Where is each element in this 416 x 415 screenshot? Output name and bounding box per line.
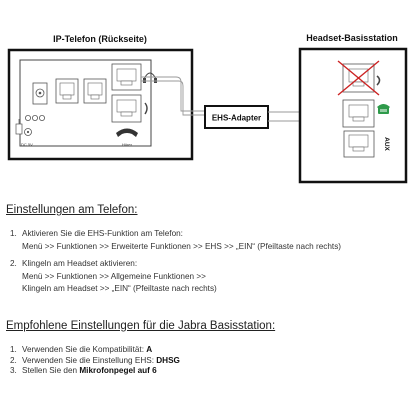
step-value: A [146, 345, 153, 354]
green-phone-icon [377, 104, 390, 114]
ethernet-port-1-icon [56, 79, 78, 103]
step-text: Verwenden Sie die Einstellung EHS: [22, 355, 157, 365]
list-item [0, 258, 341, 296]
dc-label: DC 5V [21, 142, 33, 147]
phone-settings-heading: Einstellungen am Telefon: [6, 204, 138, 216]
list-item [0, 366, 180, 377]
list-item [0, 345, 180, 356]
audio-jack-icon [25, 115, 44, 120]
handset-port-icon [112, 95, 141, 122]
ehs-adapter-label: EHS-Adapter [211, 113, 262, 123]
phone-title: IP-Telefon (Rückseite) [53, 34, 147, 44]
step-line: Aktivieren Sie die EHS-Funktion am Telefon: [22, 229, 183, 238]
dc-input-icon [25, 129, 32, 136]
base-station-title: Headset-Basisstation [306, 33, 398, 43]
step-line: Menü >> Funktionen >> Erweiterte Funktionen >> EHS >> „EIN“ (Pfeiltaste nach rechts) [22, 241, 342, 251]
step-number: 1. [10, 229, 17, 238]
ethernet-port-2-icon [84, 79, 106, 103]
list-item [0, 228, 341, 253]
headset-port-icon [112, 64, 141, 90]
jabra-settings-steps [0, 345, 180, 377]
step-line: Klingeln am Headset aktivieren: [22, 259, 138, 268]
list-item [0, 356, 180, 367]
step-value: DHSG [156, 355, 180, 365]
step-number: 3. [10, 366, 17, 375]
jabra-settings-heading: Empfohlene Einstellungen für die Jabra Basisstation: [6, 320, 276, 332]
step-number: 1. [10, 345, 17, 354]
step-text: Stellen Sie den [22, 366, 80, 375]
aux-label: AUX [383, 137, 390, 151]
aux-port-icon [344, 131, 374, 157]
step-line: Menü >> Funktionen >> Allgemeine Funktionen >> [22, 271, 206, 281]
handset-label: Hörer [121, 142, 133, 147]
step-value: Mikrofonpegel auf 6 [79, 366, 157, 375]
connection-diagram [0, 0, 416, 190]
base-phone-port-icon [343, 100, 374, 127]
phone-settings-steps [0, 228, 341, 301]
step-number: 2. [10, 355, 17, 365]
disabled-phone-port-icon [338, 61, 379, 95]
step-line: Klingeln am Headset >> „EIN“ (Pfeiltaste nach rechts) [22, 284, 217, 293]
step-text: Verwenden Sie die Kompatibilität: [22, 345, 147, 354]
step-number: 2. [10, 259, 17, 268]
